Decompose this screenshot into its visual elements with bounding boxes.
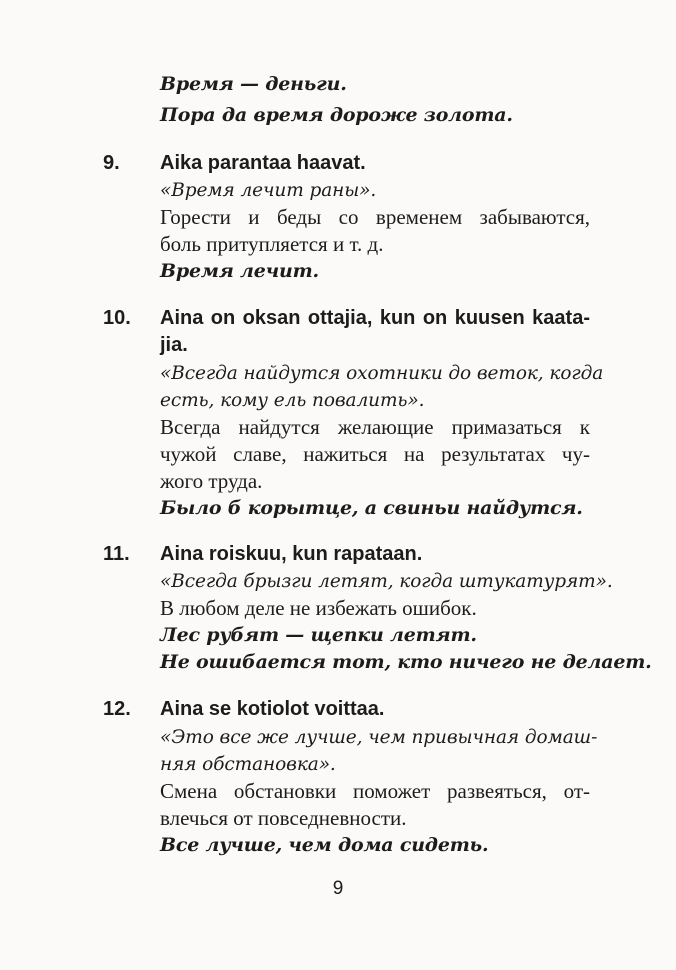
russian-equivalent: Время лечит. (160, 260, 319, 282)
finnish-proverb: Aika parantaa haavat. (160, 152, 366, 174)
entry-number: 11. (103, 543, 130, 565)
literal-translation: «Это все же лучше, чем привычная домаш- (160, 727, 598, 748)
finnish-proverb: jia. (160, 334, 188, 356)
page-number: 9 (332, 878, 344, 899)
explanation-line: В любом деле не избежать ошибок. (160, 596, 477, 620)
explanation-line: Всегда найдутся желающие примазаться к (160, 415, 590, 439)
russian-equivalent: Все лучше, чем дома сидеть. (160, 834, 489, 856)
russian-equivalent: Не ошибается тот, кто ничего не делает. (160, 651, 652, 673)
finnish-proverb: Aina roiskuu, kun rapataan. (160, 543, 423, 565)
intro-saying: Время — деньги. (160, 73, 347, 95)
russian-equivalent: Было б корытце, а свиньи найдутся. (160, 497, 583, 519)
entry-number: 10. (103, 307, 131, 329)
explanation-line: жого труда. (160, 469, 263, 493)
finnish-proverb: Aina on oksan ottajia, kun on kuusen kaata- (160, 307, 590, 329)
explanation-line: Горести и беды со временем забываются, (160, 205, 590, 229)
explanation-line: чужой славе, нажиться на результатах чу- (160, 442, 590, 466)
entry-number: 12. (103, 698, 131, 720)
literal-translation: есть, кому ель повалить». (160, 390, 425, 411)
intro-saying: Пора да время дороже золота. (160, 104, 513, 126)
literal-translation: «Всегда найдутся охотники до веток, когда (160, 363, 604, 384)
literal-translation: «Время лечит раны». (160, 180, 377, 201)
entry-number: 9. (103, 152, 120, 174)
explanation-line: влечься от повседневности. (160, 806, 407, 830)
russian-equivalent: Лес рубят — щепки летят. (160, 624, 477, 646)
explanation-line: Смена обстановки поможет развеяться, от- (160, 779, 590, 803)
literal-translation: няя обстановка». (160, 754, 336, 775)
literal-translation: «Всегда брызги летят, когда штукатурят». (160, 571, 613, 592)
explanation-line: боль притупляется и т. д. (160, 232, 384, 256)
finnish-proverb: Aina se kotiolot voittaa. (160, 698, 385, 720)
